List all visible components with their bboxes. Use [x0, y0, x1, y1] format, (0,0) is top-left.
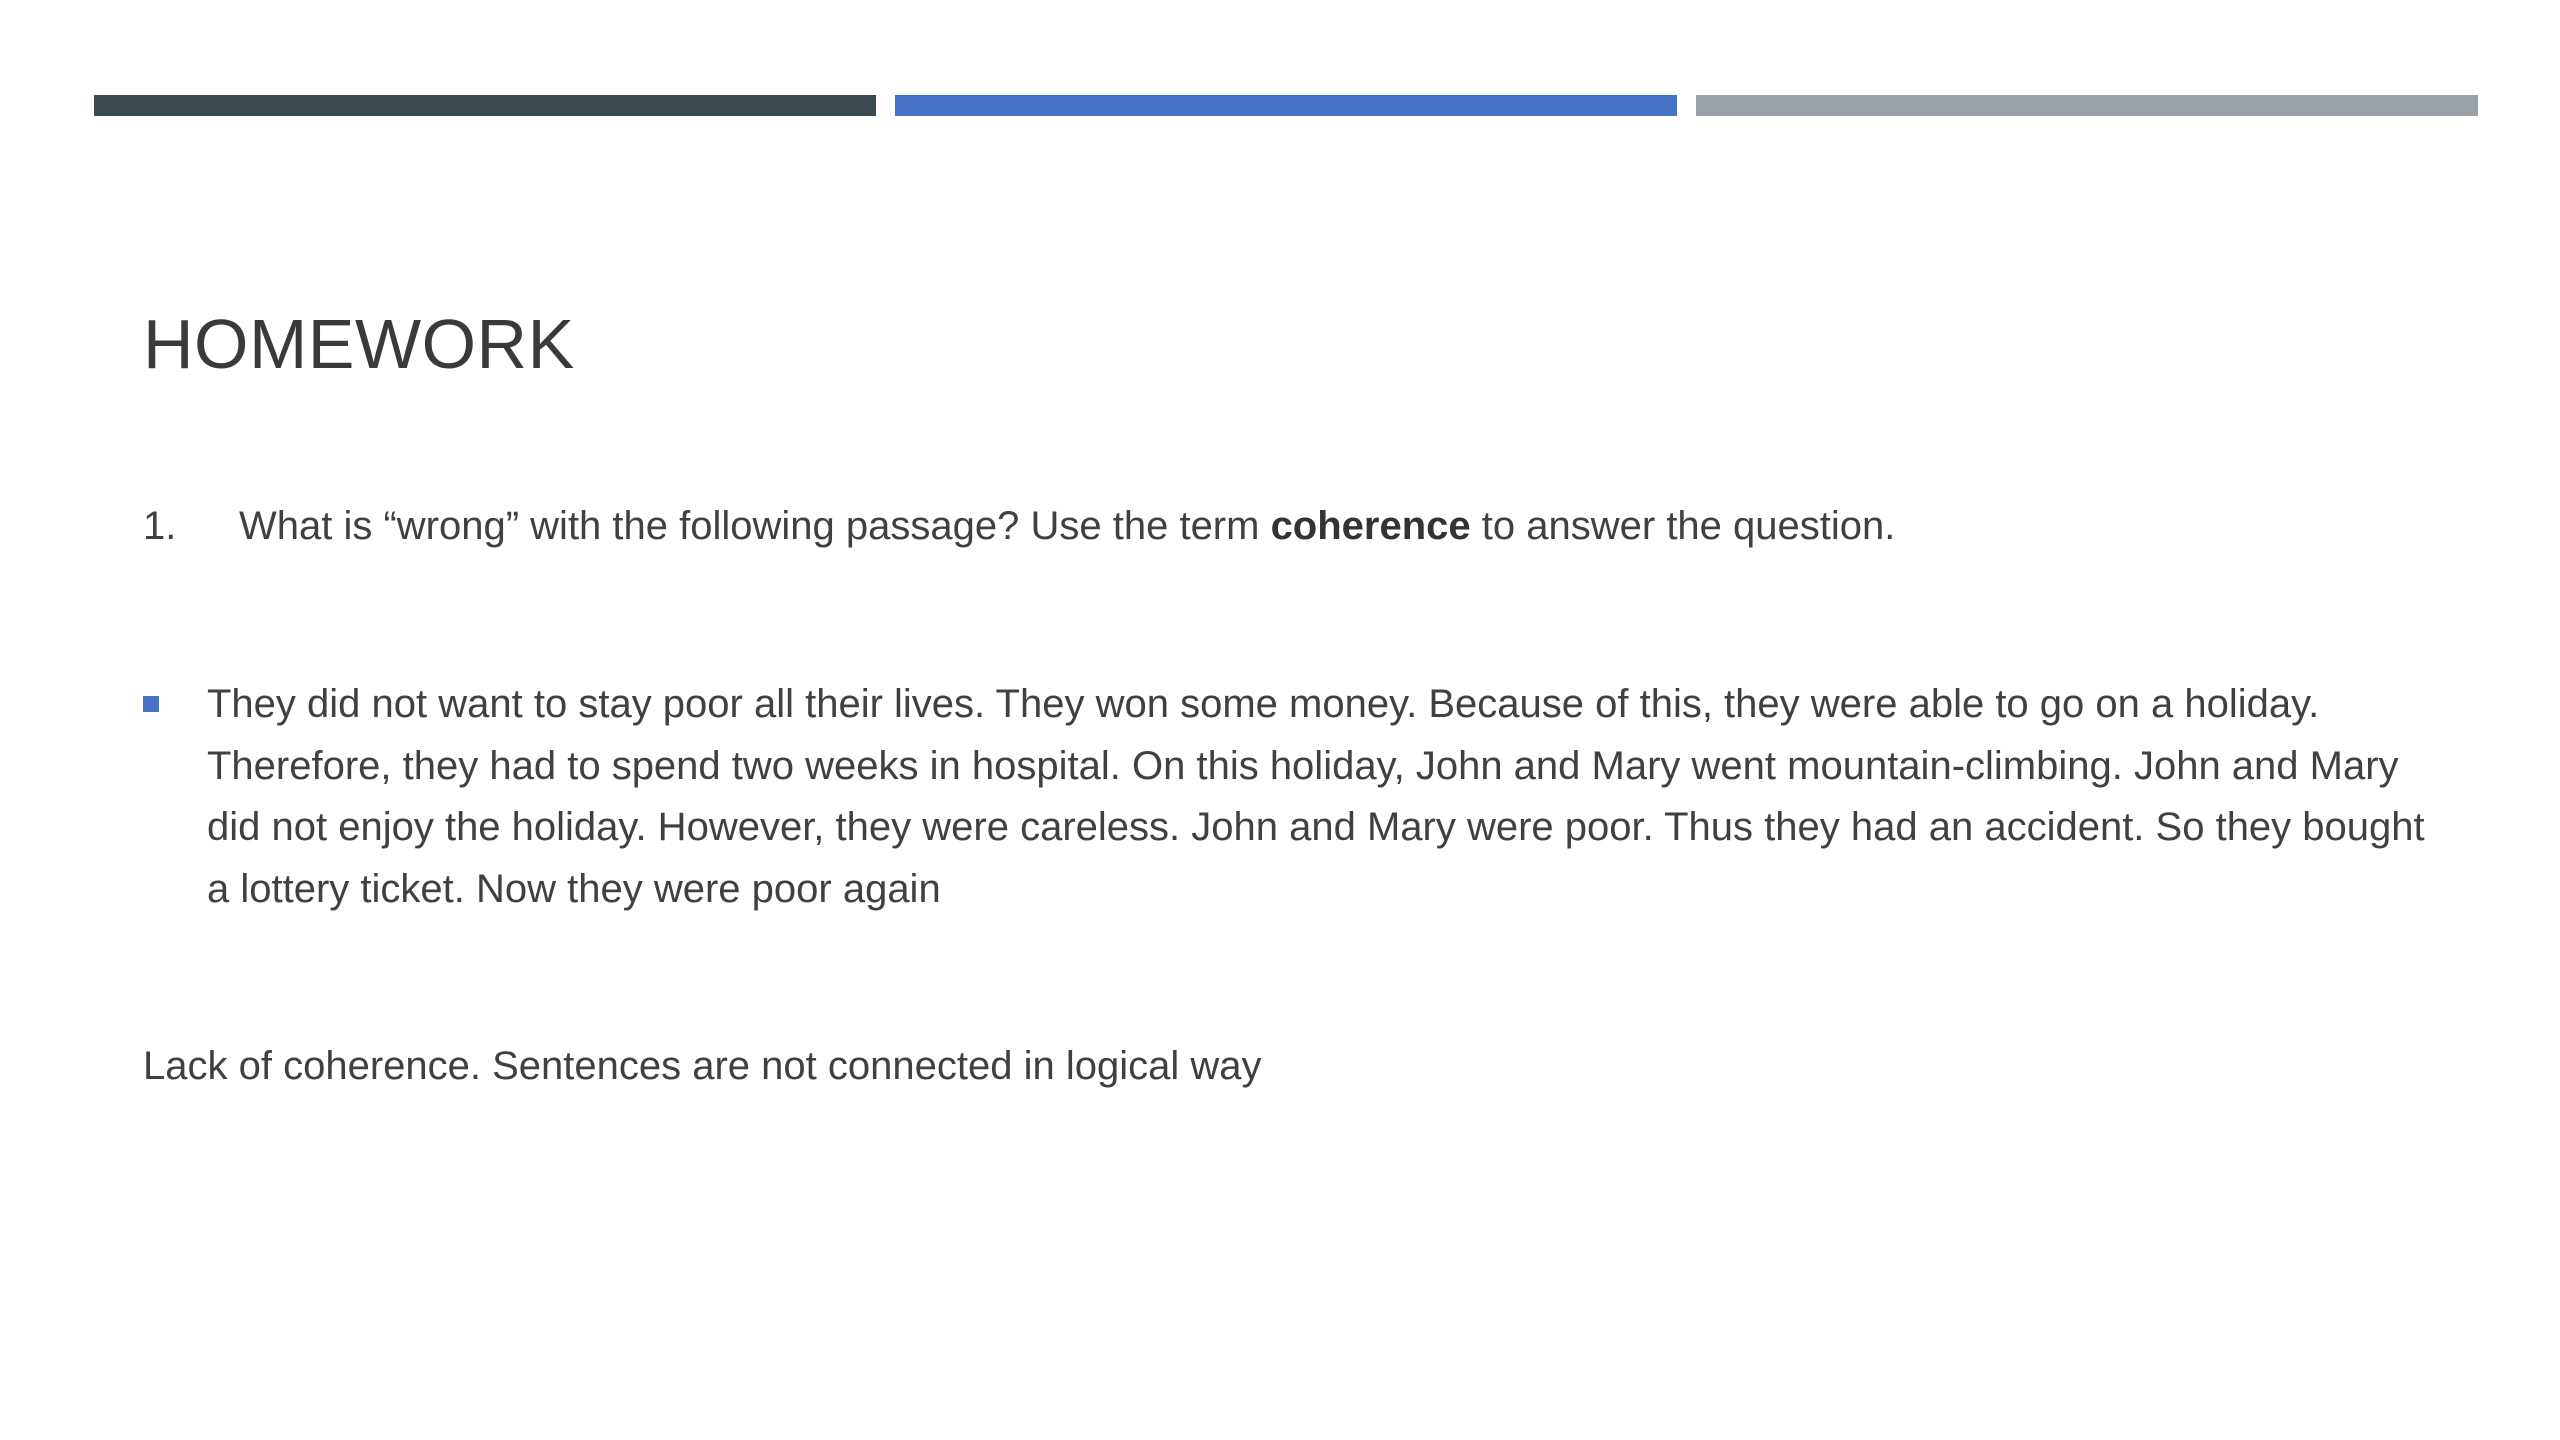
question-text-after: to answer the question.: [1470, 504, 1896, 548]
header-bar-gray: [1696, 95, 2478, 116]
question-item: [143, 500, 2443, 552]
header-bars: [94, 95, 2478, 116]
square-bullet-icon: [143, 696, 159, 712]
question-text-before: What is “wrong” with the following passage? Use the term: [239, 504, 1271, 548]
question-number: 1.: [143, 504, 177, 548]
slide-title: HOMEWORK: [143, 305, 575, 383]
header-bar-blue: [895, 95, 1677, 116]
question-text: [239, 500, 1895, 552]
passage-text: They did not want to stay poor all their lives. They won some money. Because of this, they were able to go on a holiday. Therefore, they had to spend two weeks in hospital. On this holiday, John and Mary went mountain-climbing. John and Mary did not enjoy the holiday. However, they were careless. John and Mary were poor. Thus they had an accident. So they bought a lottery ticket. Now they were poor again: [207, 682, 2425, 911]
passage-bullet-item: [143, 674, 2443, 920]
answer-text: Lack of coherence. Sentences are not connected in logical way: [143, 1044, 1262, 1088]
header-bar-dark: [94, 95, 876, 116]
question-emphasis: coherence: [1270, 504, 1471, 548]
